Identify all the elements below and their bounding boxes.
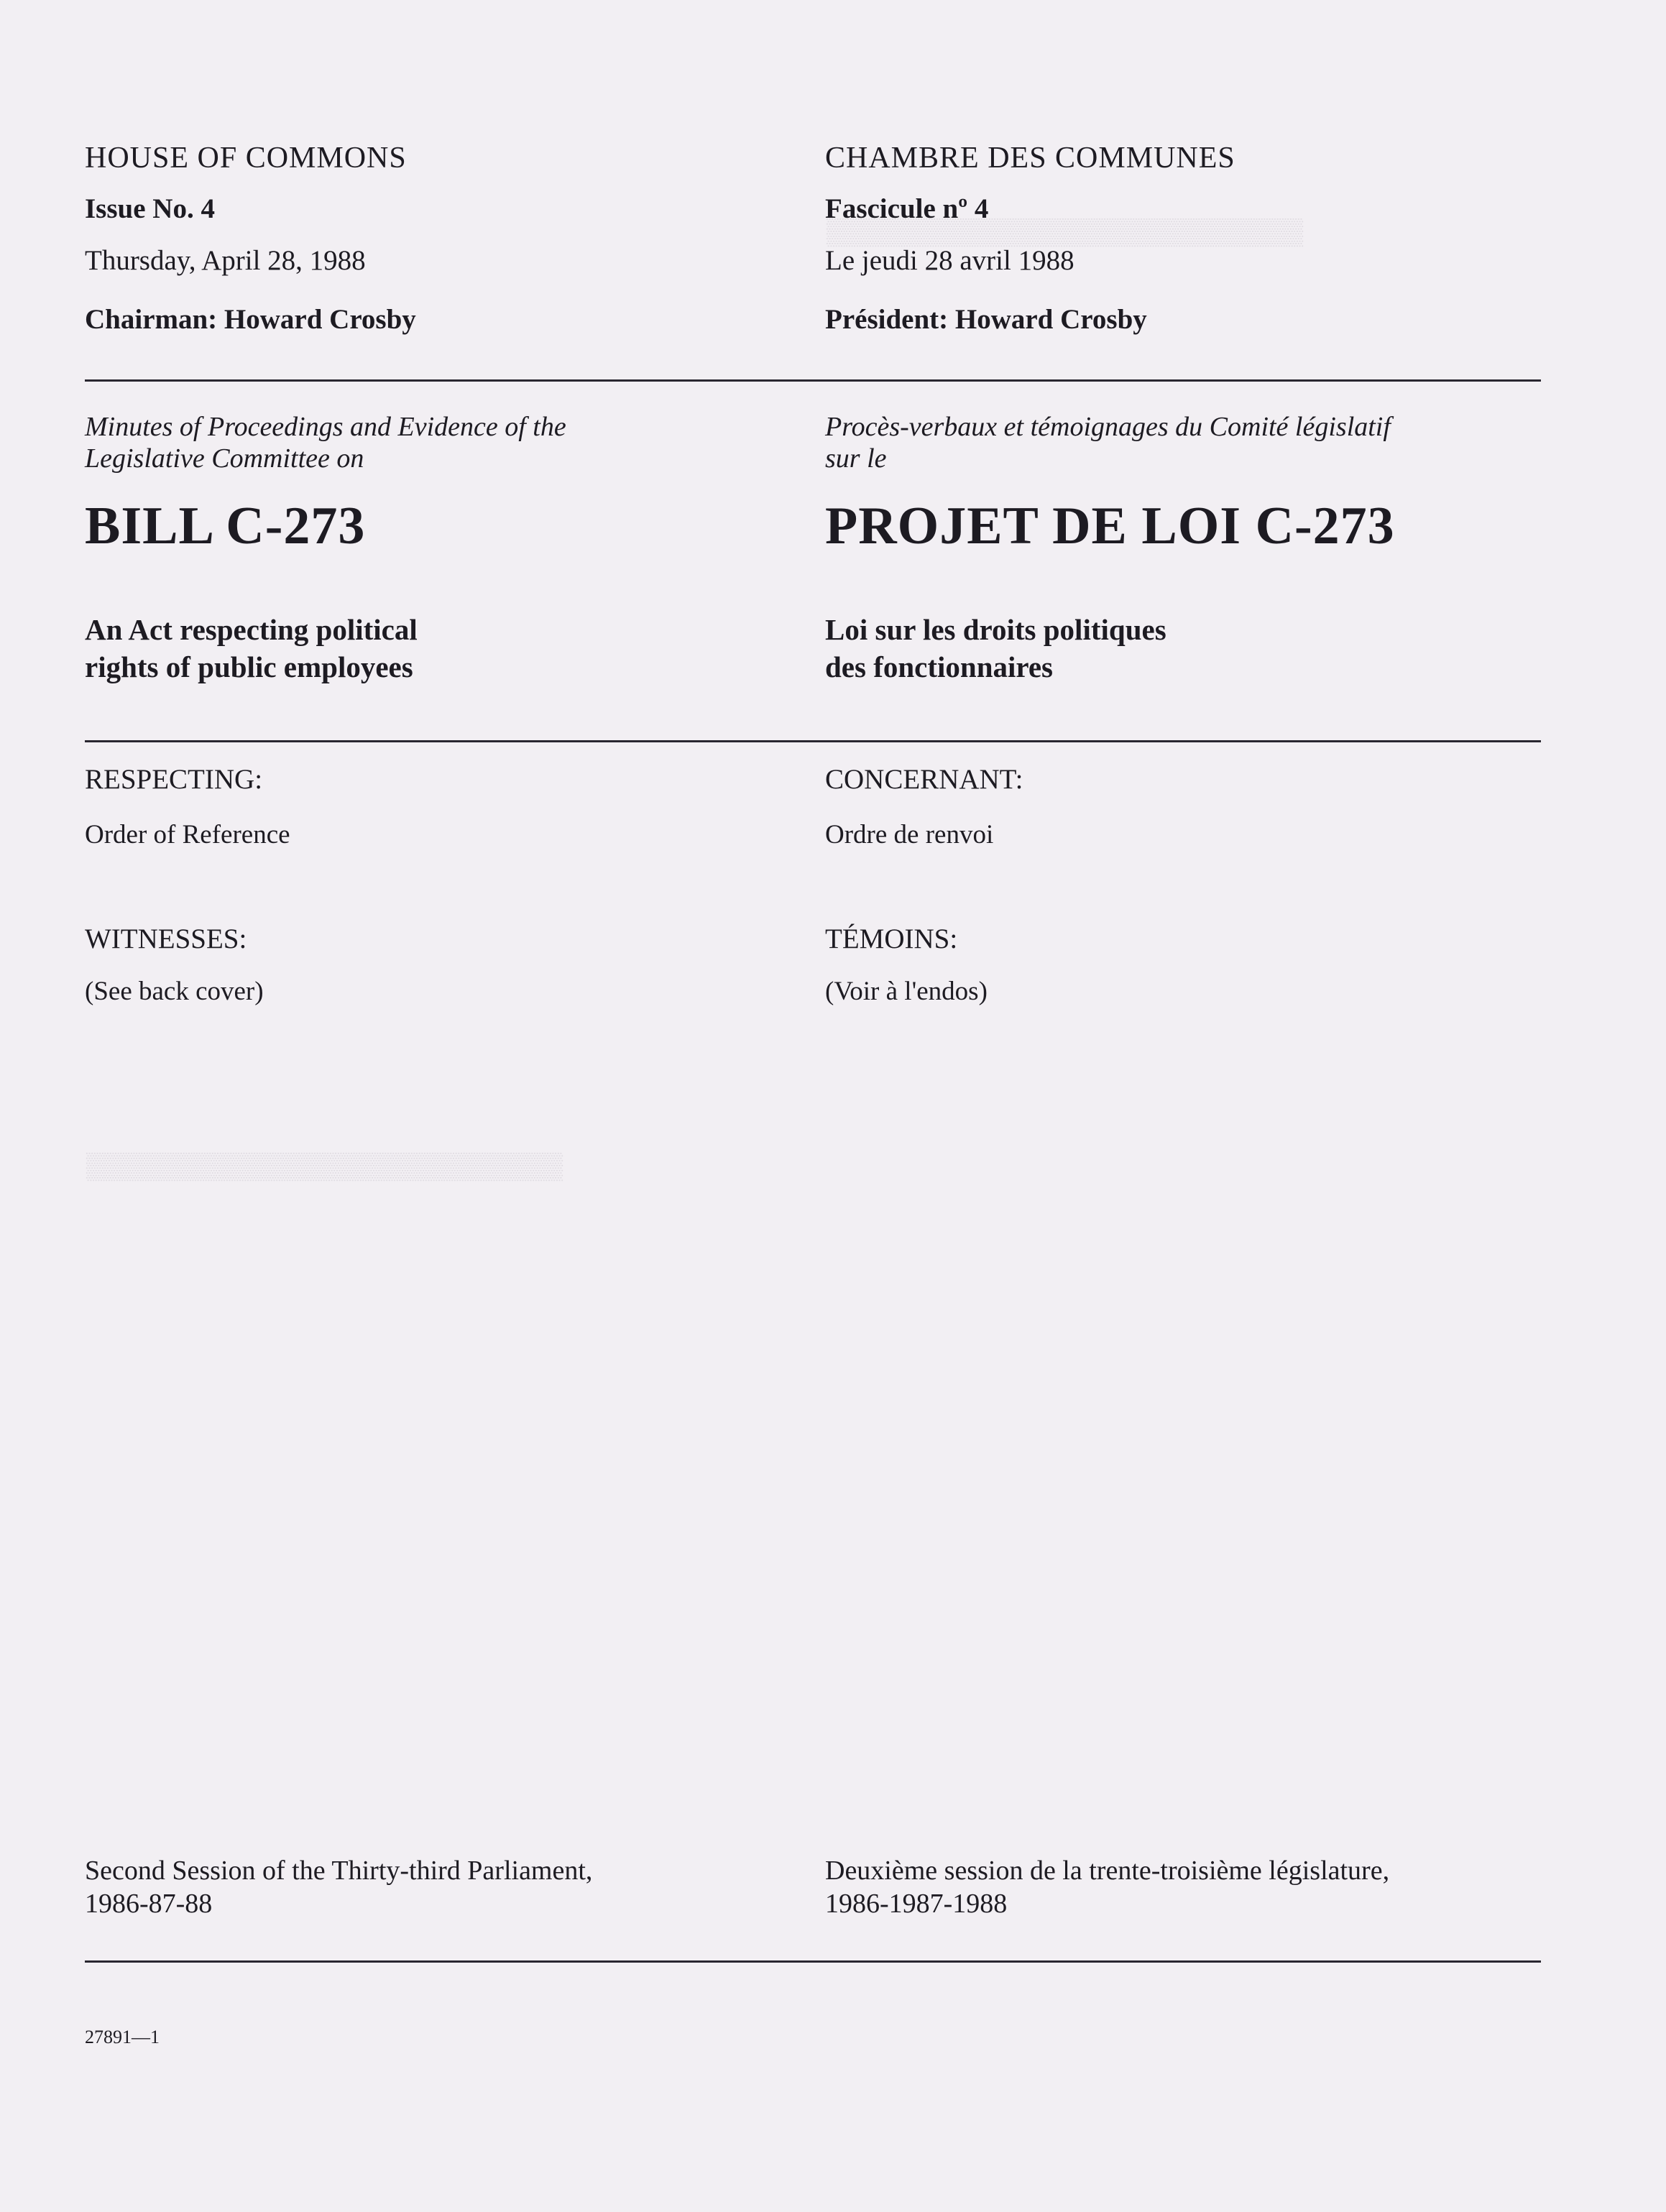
issue-number: Issue No. 4: [85, 193, 215, 224]
issue-number: Fascicule nº 4: [825, 193, 989, 224]
act-line-2: rights of public employees: [85, 650, 413, 683]
house-title: HOUSE OF COMMONS: [85, 142, 407, 175]
session-line-2: 1986-87-88: [85, 1889, 213, 1919]
session-info: [825, 1854, 1472, 1920]
respecting-value: Ordre de renvoi: [825, 820, 994, 849]
act-line-1: Loi sur les droits politiques: [825, 613, 1166, 646]
respecting-label: RESPECTING:: [85, 764, 263, 795]
issue-date: Thursday, April 28, 1988: [85, 245, 366, 276]
respecting-value: Order of Reference: [85, 820, 290, 849]
session-line-1: Deuxième session de la trente-troisième législature,: [825, 1856, 1390, 1886]
chairman: Président: Howard Crosby: [825, 304, 1147, 335]
house-title: CHAMBRE DES COMMUNES: [825, 142, 1235, 175]
issue-date: Le jeudi 28 avril 1988: [825, 245, 1074, 276]
act-line-2: des fonctionnaires: [825, 650, 1054, 683]
witnesses-label: WITNESSES:: [85, 923, 247, 954]
minutes-line-1: Minutes of Proceedings and Evidence of the: [85, 412, 566, 442]
bill-title: BILL C-273: [85, 497, 366, 556]
bleed-through-decoration: ▒▒▒▒▒▒▒▒▒▒▒▒▒▒▒▒▒▒▒▒▒▒▒▒▒▒: [86, 1151, 563, 1180]
witnesses-value: (Voir à l'endos): [825, 977, 988, 1006]
act-title: [825, 611, 1472, 686]
minutes-line-2: sur le: [825, 443, 887, 474]
divider-rule: [85, 1960, 1541, 1963]
witnesses-value: (See back cover): [85, 977, 264, 1006]
minutes-heading: [85, 411, 732, 474]
divider-rule: [85, 740, 1541, 742]
act-line-1: An Act respecting political: [85, 613, 418, 646]
respecting-label: CONCERNANT:: [825, 764, 1023, 795]
document-code: 27891—1: [85, 2027, 160, 2047]
session-line-2: 1986-1987-1988: [825, 1889, 1008, 1919]
session-line-1: Second Session of the Thirty-third Parliament,: [85, 1856, 593, 1886]
act-title: [85, 611, 732, 686]
minutes-heading: [825, 411, 1472, 474]
divider-rule: [85, 379, 1541, 382]
minutes-line-1: Procès-verbaux et témoignages du Comité législatif: [825, 412, 1391, 442]
witnesses-label: TÉMOINS:: [825, 923, 958, 954]
chairman: Chairman: Howard Crosby: [85, 304, 416, 335]
bleed-through-decoration: ▒▒▒▒▒▒▒▒▒▒▒▒▒▒▒▒▒▒▒▒▒▒▒▒▒▒: [827, 217, 1304, 246]
session-info: [85, 1854, 732, 1920]
bill-title: PROJET DE LOI C-273: [825, 497, 1395, 556]
minutes-line-2: Legislative Committee on: [85, 443, 364, 474]
